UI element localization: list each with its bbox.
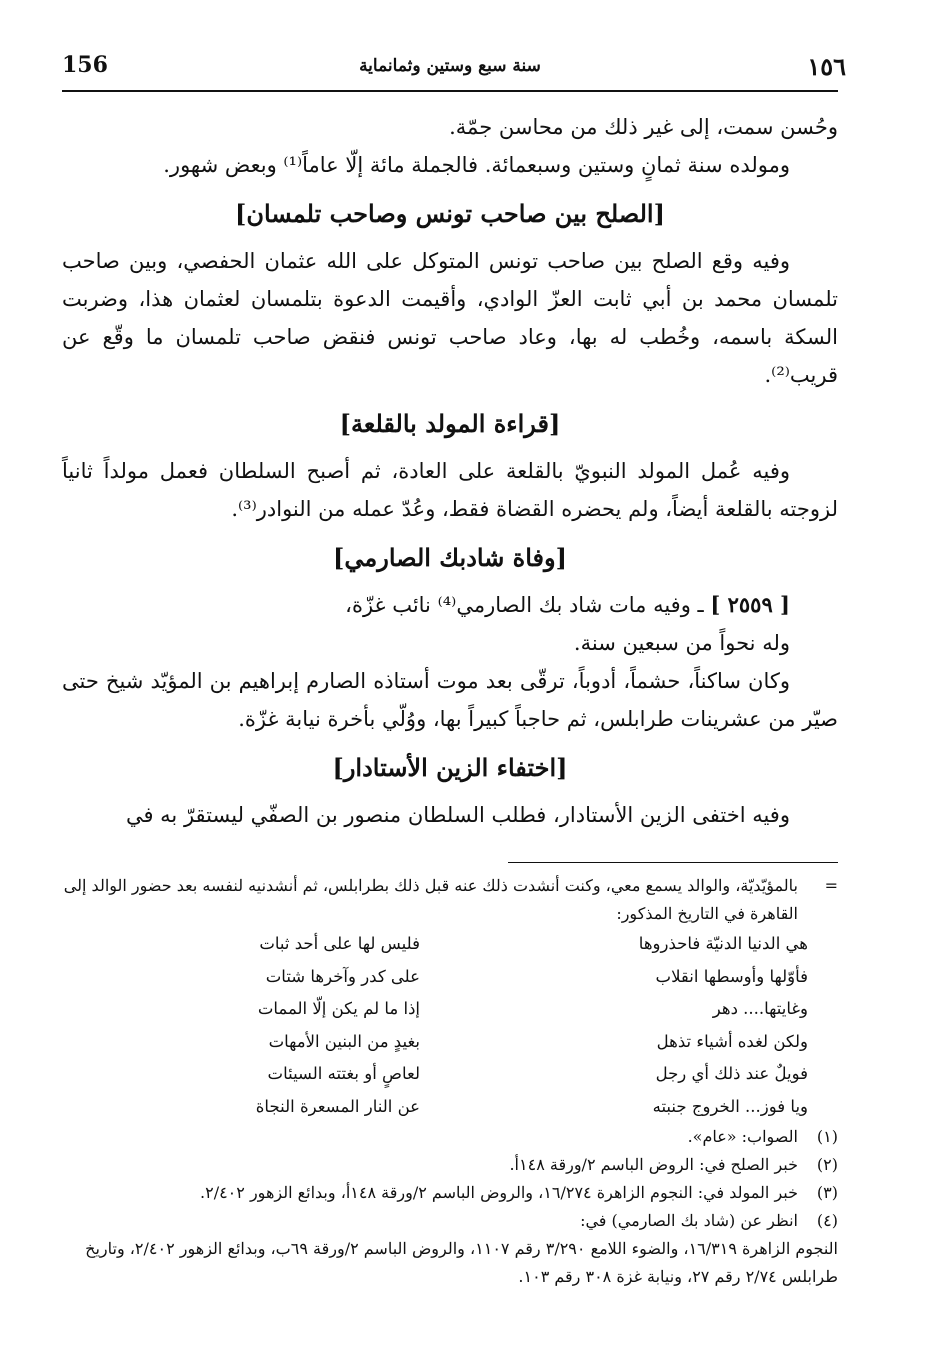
footnote-text: خبر الصلح في: الروض الباسم ٢/ورقة ١٤٨أ. (509, 1155, 798, 1174)
footnote (62, 1179, 838, 1207)
footnote (62, 1151, 838, 1179)
footnote-text: الصواب: «عام». (687, 1127, 798, 1146)
verse-first-hemistich: هي الدنيا الدنيّة فاحذروها (638, 934, 808, 953)
verse-second-hemistich: على كدر وآخرها شتات (265, 966, 420, 986)
footnote-text: خبر المولد في: النجوم الزاهرة ١٦/٢٧٤، والروض الباسم ٢/ورقة ١٤٨أ، وبدائع الزهور ٢/٤٠٢. (200, 1183, 798, 1202)
main-text (62, 108, 838, 834)
footnotes (62, 872, 838, 1291)
footnote-continuation (62, 872, 838, 928)
footnote-rule (508, 862, 838, 863)
verse-second-hemistich: لعاصٍ أو بغتته السيئات (267, 1064, 420, 1083)
paragraph: وكان ساكناً، حشماً، أدوباً، ترقّى بعد موت أستاذه الصارم إبراهيم بن المؤيّد شيخ حتى صيّر من عشرينات طرابلس، ثم حاجباً كبيراً بها، ووُلّي بأخرة نيابة غزّة. (62, 669, 838, 731)
footnote-continuation-text: النجوم الزاهرة ١٦/٣١٩، والضوء اللامع ٣/٢٩٠ رقم ١١٠٧، والروض الباسم ٢/ورقة ٦٩ب، وبدائع الزهور ٢/٤٠٢، وتاريخ طرابلس ٢/٧٤ رقم ٢٧، ونيابة غزة ٣٠٨ رقم ١٠٣. (85, 1239, 838, 1286)
poem (62, 928, 838, 1123)
footnote-mark: (٢) (816, 1155, 838, 1174)
biography-entry (62, 586, 838, 624)
footnote-mark: (٤) (816, 1211, 838, 1230)
paragraph: وفيه اختفى الزين الأستادار، فطلب السلطان منصور بن الصفّي ليستقرّ به في (125, 803, 790, 827)
verse-second-hemistich: إذا ما لم يكن إلّا الممات (257, 999, 420, 1018)
section-heading: [وفاة شادبك الصارمي] (333, 543, 567, 572)
continuation-mark: = (824, 876, 838, 895)
paragraph: ومولده سنة ثمانٍ وستين وسبعمائة. فالجملة مائة إلّا عاماً⁽¹⁾ وبعض شهور. (163, 153, 790, 177)
page-number-latin: 156 (62, 52, 108, 78)
footnote (62, 1123, 838, 1151)
page-number-arabic: ١٥٦ (807, 52, 846, 81)
verse-first-hemistich: ولكن لغده أشياء تذهل (656, 1031, 808, 1051)
verse-first-hemistich: ويا فوز... الخروج جنبته (652, 1096, 808, 1116)
footnote-mark: (٣) (816, 1183, 838, 1202)
verse-first-hemistich: فأوّلها وأوسطها انقلاب (655, 966, 808, 986)
verse-first-hemistich: فويلٌ عند ذلك أي رجل (655, 1064, 808, 1083)
paragraph: وفيه عُمل المولد النبويّ بالقلعة على العادة، ثم أصبح السلطان فعمل مولداً ثانياً لزوجته بالقلعة أيضاً، ولم يحضره القضاة فقط، وعُدّ عمله من النوادر⁽³⁾. (62, 459, 838, 521)
section-heading: [قراءة المولد بالقلعة] (339, 409, 561, 438)
footnote-text: انظر عن (شاد بك الصارمي) في: (580, 1211, 798, 1230)
verse-second-hemistich: فليس لها على أحد ثبات (259, 934, 420, 953)
page-header (62, 48, 846, 88)
footnote-text: بالمؤيّديّة، والوالد يسمع معي، وكنت أنشدت ذلك عنه قبل ذلك بطرابلس، ثم أنشدنيه لنفسه بعد حضور الوالد إلى القاهرة في التاريخ المذكور: (63, 876, 798, 923)
verse-first-hemistich: وغايتها.... دهر (712, 999, 808, 1018)
paragraph: وحُسن سمت، إلى غير ذلك من محاسن جمّة. (449, 115, 838, 139)
paragraph: وفيه وقع الصلح بين صاحب تونس المتوكل على الله عثمان الحفصي، وبين صاحب تلمسان محمد بن أبي ثابت العزّ الوادي، وأقيمت الدعوة بتلمسان لعثمان هذا، وضربت السكة باسمه، وخُطب له بها، وعاد صاحب تونس فنقض صاحب تلمسان ما وقّع عن قريب⁽²⁾. (62, 249, 838, 387)
footnote (62, 1207, 838, 1235)
footnote-mark: (١) (816, 1127, 838, 1146)
header-rule (62, 90, 838, 92)
running-title: سنة سبع وستين وثمانماية (359, 56, 541, 76)
entry-text: ـ وفيه مات شاد بك الصارمي⁽⁴⁾ نائب غزّة، (345, 593, 704, 617)
entry-number: [ ٢٥٥٩ ] (710, 592, 790, 617)
verse-second-hemistich: بغيدٍ من البنين الأمهات (268, 1031, 420, 1051)
verse-second-hemistich: عن النار المسعرة النجاة (255, 1096, 420, 1116)
paragraph: وله نحواً من سبعين سنة. (573, 631, 790, 655)
section-heading: [الصلح بين صاحب تونس وصاحب تلمسان] (235, 199, 665, 228)
section-heading: [اختفاء الزين الأستادار] (332, 753, 568, 782)
